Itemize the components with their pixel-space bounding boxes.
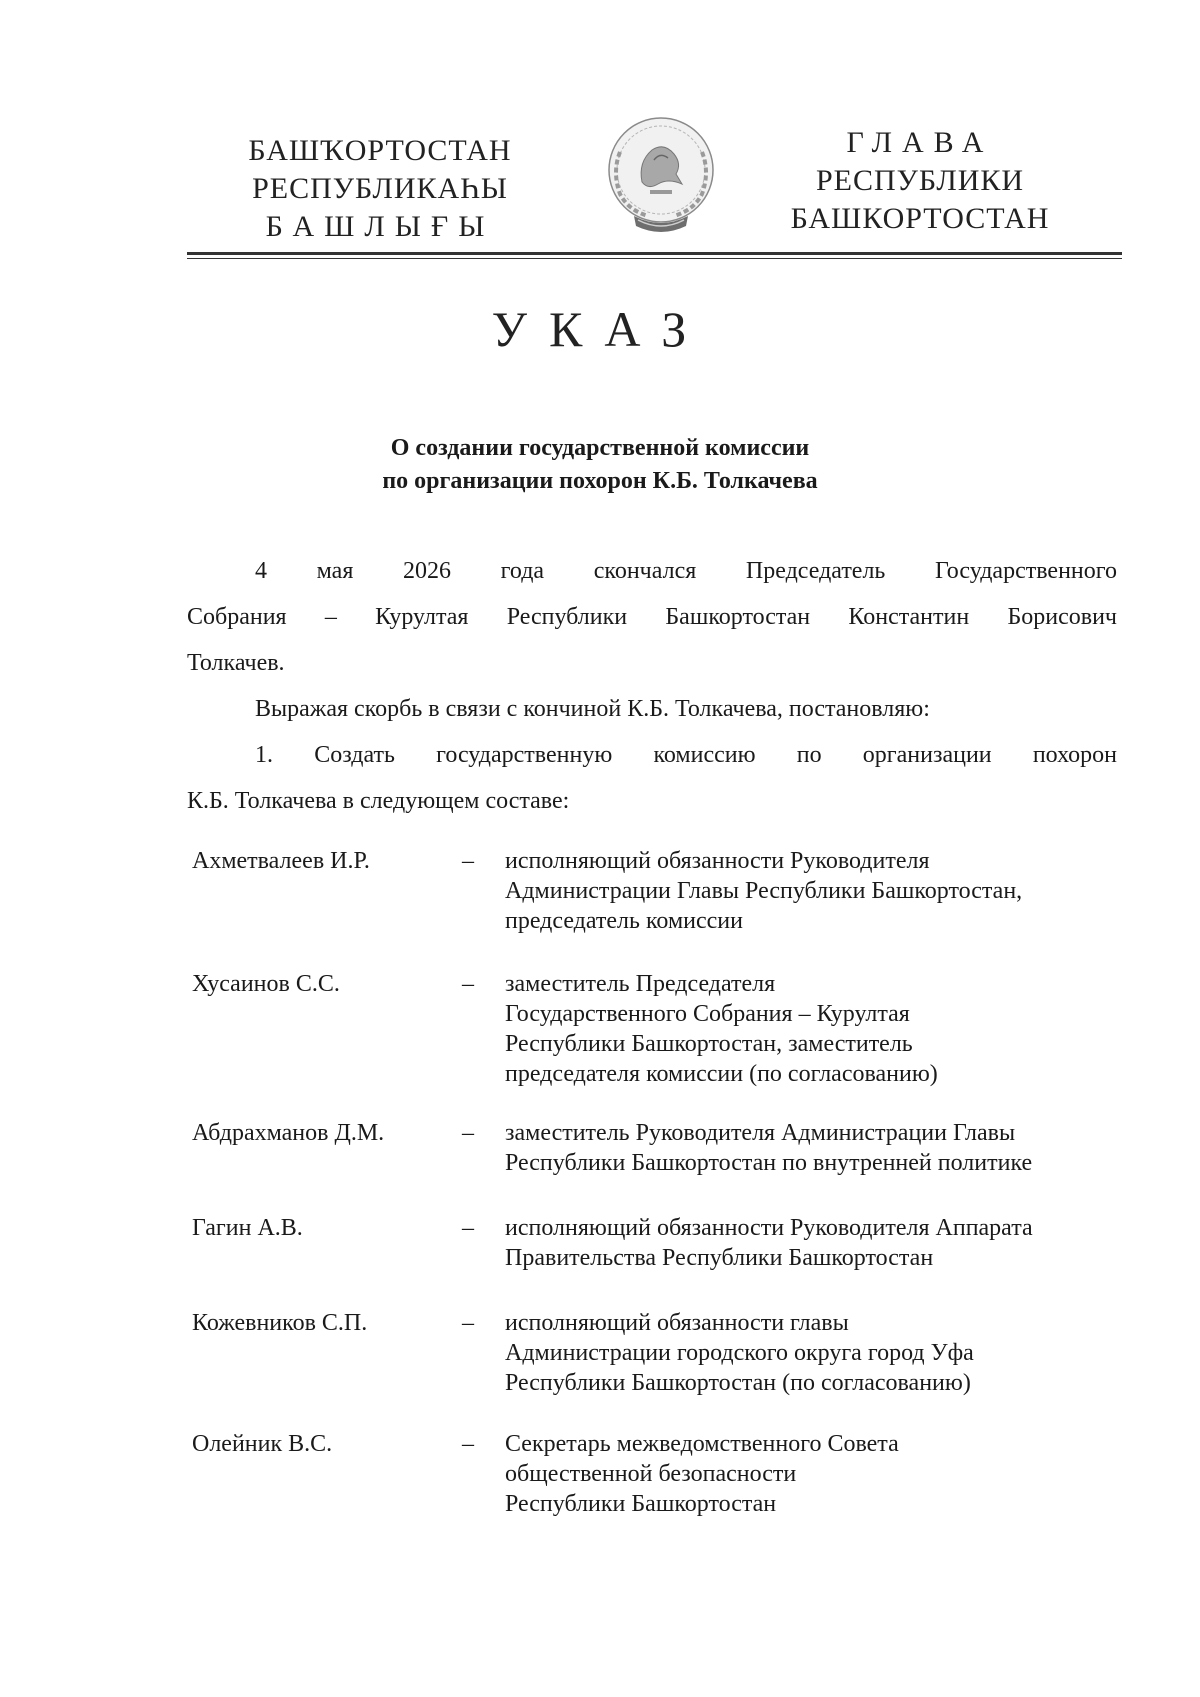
paragraph-2: Выражая скорбь в связи с кончиной К.Б. Толкачева, постановляю: (255, 696, 930, 722)
member-role-line: исполняющий обязанности Руководителя Аппарата (505, 1215, 1033, 1241)
member-name: Хусаинов С.С. (192, 971, 340, 997)
header-left-line-2: РЕСПУБЛИКАҺЫ (252, 172, 508, 205)
paragraph-1-line-3: Толкачев. (187, 650, 285, 676)
member-name: Ахметвалеев И.Р. (192, 848, 370, 874)
member-role-line: Государственного Собрания – Курултая (505, 1001, 910, 1027)
member-role-line: Администрации городского округа город Уфа (505, 1340, 974, 1366)
member-role (505, 1308, 1125, 1398)
document-title: УКАЗ (491, 301, 709, 357)
member-role-line: Администрации Главы Республики Башкортостан, (505, 878, 1023, 904)
member-role (505, 969, 1125, 1089)
paragraph-1-line-1: 4 мая 2026 года скончался Председатель Государственного (255, 558, 1117, 584)
subject-line-2: по организации похорон К.Б. Толкачева (382, 468, 818, 494)
member-dash: – (462, 1120, 474, 1146)
member-role-line: заместитель Председателя (505, 971, 776, 997)
subject-line-1: О создании государственной комиссии (390, 435, 810, 461)
member-role-line: Республики Башкортостан по внутренней политике (505, 1150, 1033, 1176)
document-subject (0, 432, 1200, 498)
member-name: Абдрахманов Д.М. (192, 1120, 385, 1146)
member-role-line: общественной безопасности (505, 1461, 797, 1487)
member-role (505, 1118, 1125, 1178)
member-dash: – (462, 971, 474, 997)
header-right-russian (770, 124, 1070, 238)
member-role-line: исполняющий обязанности Руководителя (505, 848, 930, 874)
member-role-line: Республики Башкортостан (по согласованию) (505, 1370, 971, 1396)
header-rule-thick (187, 252, 1122, 255)
member-role (505, 846, 1125, 936)
header-right-line-3: БАШКОРТОСТАН (790, 202, 1050, 235)
member-dash: – (462, 1215, 474, 1241)
member-role-line: председатель комиссии (505, 908, 743, 934)
member-dash: – (462, 848, 474, 874)
paragraph-3-line-2: К.Б. Толкачева в следующем составе: (187, 788, 570, 814)
member-dash: – (462, 1431, 474, 1457)
member-role-line: Секретарь межведомственного Совета (505, 1431, 899, 1457)
member-role-line: Правительства Республики Башкортостан (505, 1245, 934, 1271)
member-role-line: Республики Башкортостан, заместитель (505, 1031, 913, 1057)
member-role (505, 1213, 1125, 1273)
paragraph-3-line-1: 1. Создать государственную комиссию по организации похорон (255, 742, 1117, 768)
header-right-line-2: РЕСПУБЛИКИ (815, 164, 1025, 197)
member-name: Гагин А.В. (192, 1215, 303, 1241)
member-name: Кожевников С.П. (192, 1310, 368, 1336)
republic-emblem-icon (598, 112, 724, 240)
member-role-line: председателя комиссии (по согласованию) (505, 1061, 938, 1087)
header-left-line-3: БАШЛЫҒЫ (265, 210, 495, 243)
header-rule-thin (187, 258, 1122, 259)
member-name: Олейник В.С. (192, 1431, 333, 1457)
member-dash: – (462, 1310, 474, 1336)
member-role-line: исполняющий обязанности главы (505, 1310, 849, 1336)
member-role (505, 1429, 1125, 1519)
header-left-bashkir (230, 132, 530, 246)
header-left-line-1: БАШҠОРТОСТАН (248, 134, 512, 167)
header-right-line-1: ГЛАВА (846, 126, 994, 159)
paragraph-1-line-2: Собрания – Курултая Республики Башкортостан Константин Борисович (187, 604, 1117, 630)
member-role-line: Республики Башкортостан (505, 1491, 777, 1517)
member-role-line: заместитель Руководителя Администрации Главы (505, 1120, 1016, 1146)
